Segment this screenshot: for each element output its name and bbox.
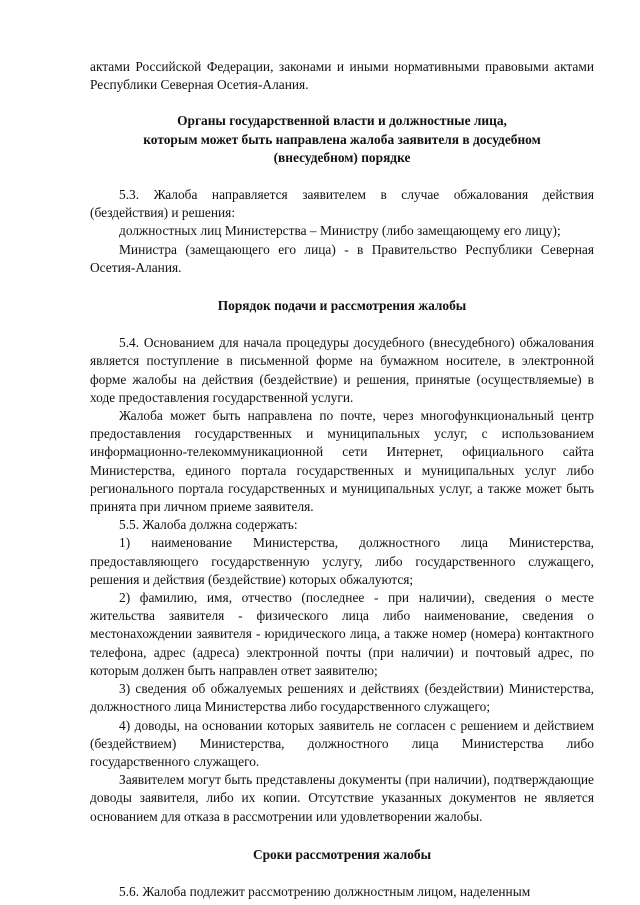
heading-line: Органы государственной власти и должностные лица, <box>177 113 507 129</box>
section-heading-authorities <box>90 112 594 167</box>
paragraph-5-3-minister: Министра (замещающего его лица) - в Правительство Республики Северная Осетия-Алания. <box>90 241 594 275</box>
document-page <box>90 58 594 901</box>
intro-paragraph: актами Российской Федерации, законами и иными нормативными правовыми актами Республики Северная Осетия-Алания. <box>90 59 594 93</box>
paragraph-5-5-documents: Заявителем могут быть представлены документы (при наличии), подтверждающие доводы заявителя, либо их копии. Отсутствие указанных документов не является основанием для отказа в рассмотрении или удовлетворении жалобы. <box>90 772 594 824</box>
paragraph-5-5: 5.5. Жалоба должна содержать: <box>119 517 298 533</box>
heading-line: (внесудебном) порядке <box>273 149 411 165</box>
list-item-5-5-2: 2) фамилию, имя, отчество (последнее - при наличии), сведения о месте жительства заявителя - физического лица либо наименование, сведения о местонахождении заявителя - юридического лица, а также номер (номера) контактного телефона, адрес (адреса) электронной почты (при наличии) и почтовый адрес, по которым должен быть направлен ответ заявителю; <box>90 590 594 678</box>
list-item-5-5-1: 1) наименование Министерства, должностного лица Министерства, предоставляющего государственную услугу, либо государственного служащего, решения и действия (бездействие) которых обжалуются; <box>90 535 594 587</box>
heading-line: которым может быть направлена жалоба заявителя в досудебном <box>143 131 541 147</box>
section-heading-procedure: Порядок подачи и рассмотрения жалобы <box>217 298 467 314</box>
paragraph-5-4-channels: Жалоба может быть направлена по почте, через многофункциональный центр предоставления государственных и муниципальных услуг, с использованием информационно-телекоммуникационной сети Интернет, официального сайта Министерства, единого портала государственных и муниципальных услуг либо регионального портала государственных и муниципальных услуг, а также может быть принята при личном приеме заявителя. <box>90 408 594 515</box>
paragraph-5-3: 5.3. Жалоба направляется заявителем в случае обжалования действия (бездействия) и решения: <box>90 187 594 221</box>
paragraph-5-6: 5.6. Жалоба подлежит рассмотрению должностным лицом, наделенным <box>119 883 531 899</box>
list-item-5-5-3: 3) сведения об обжалуемых решениях и действиях (бездействии) Министерства, должностного лица Министерства либо государственного служащего; <box>90 681 594 715</box>
paragraph-5-4: 5.4. Основанием для начала процедуры досудебного (внесудебного) обжалования является поступление в письменной форме на бумажном носителе, в электронной форме жалобы на действия (бездействие) и решения, принятые (осуществляемые) в ходе предоставления государственной услуги. <box>90 335 594 405</box>
section-heading-deadlines: Сроки рассмотрения жалобы <box>252 846 432 862</box>
list-item-5-5-4: 4) доводы, на основании которых заявитель не согласен с решением и действием (бездействием) Министерства, должностного лица Министерства либо государственного служащего. <box>90 717 594 769</box>
paragraph-5-3-officials: должностных лиц Министерства – Министру (либо замещающему его лицу); <box>119 223 561 239</box>
